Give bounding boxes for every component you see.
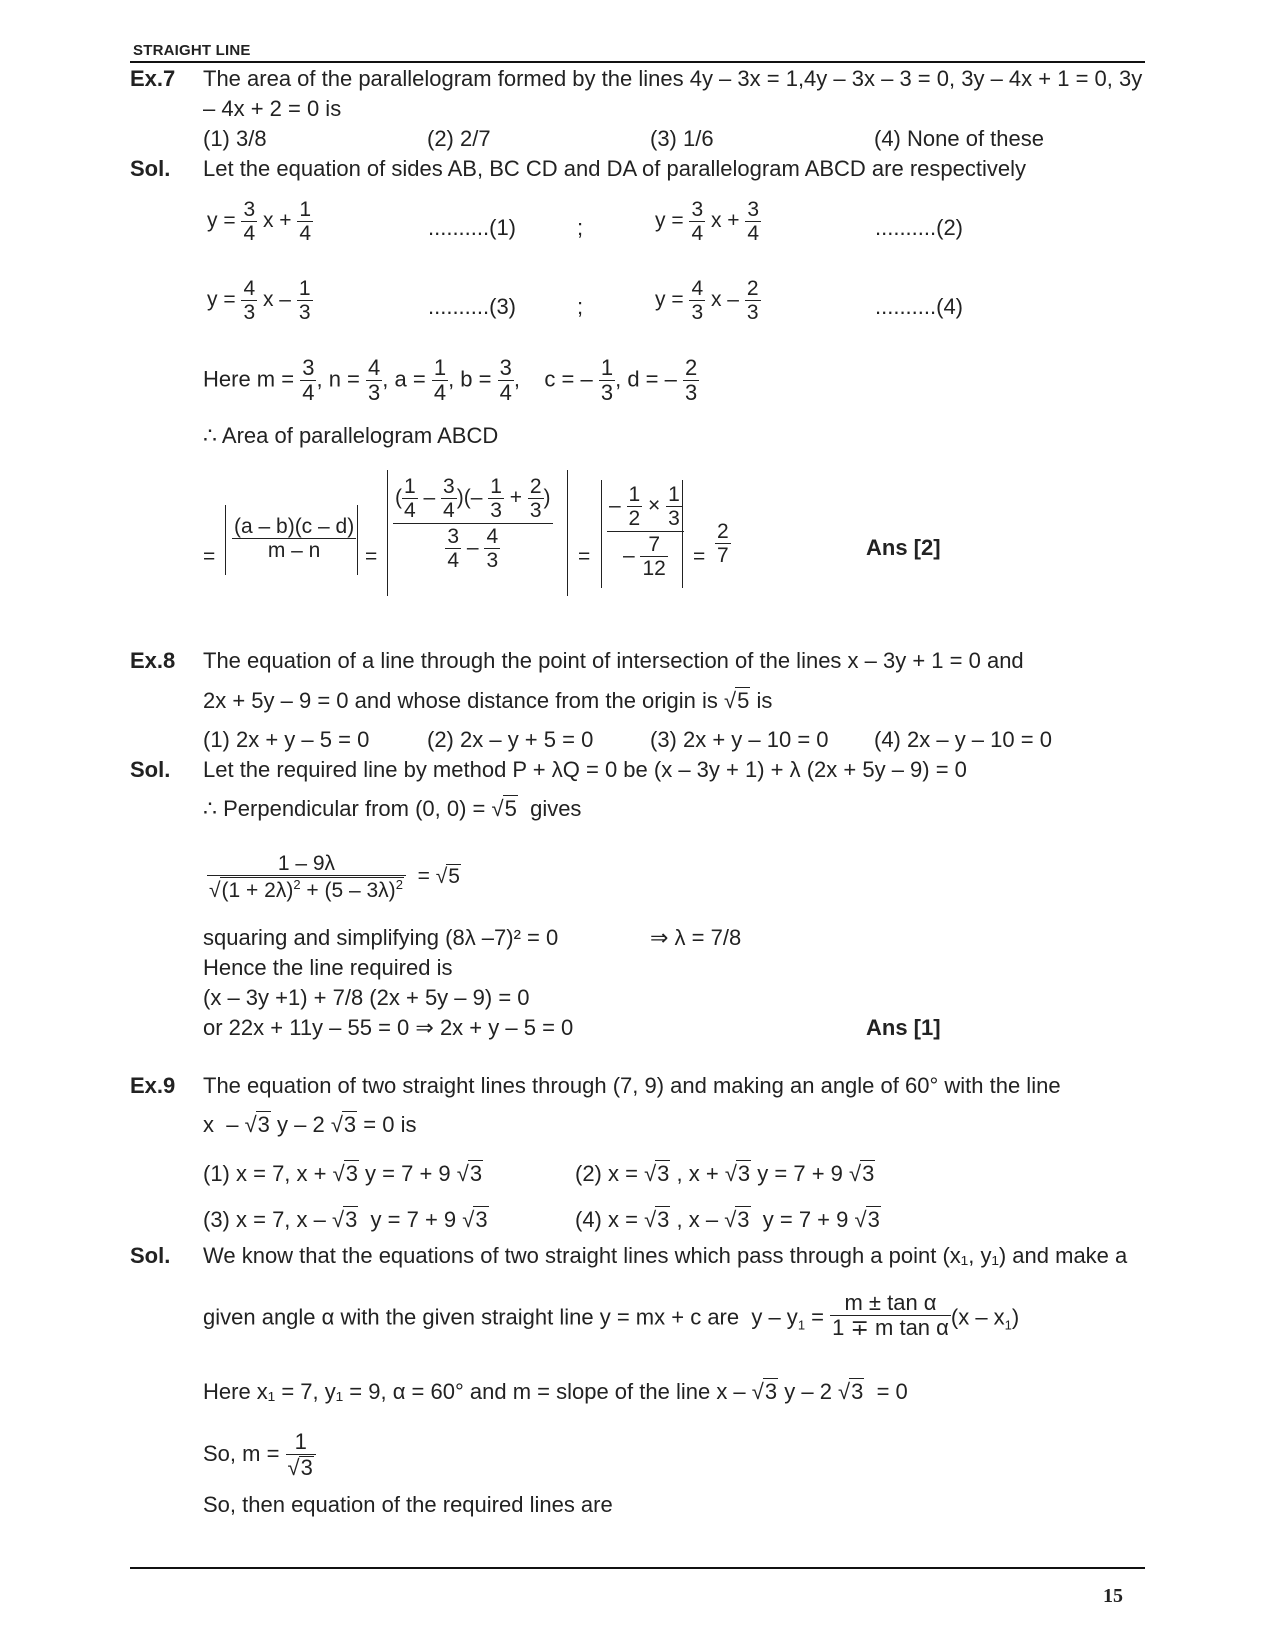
ex8-hence: Hence the line required is (203, 955, 453, 980)
area-formula: $\frac{(a - b)(c - d)}{m - n}$ (234, 515, 355, 562)
ex9-sol-label: Sol. (130, 1243, 171, 1268)
ex8-sol-label: Sol. (130, 757, 171, 782)
ex7-option-4: (4) None of these (874, 126, 1044, 151)
ex8-line1: (x – 3y +1) + 7/8 (2x + 5y – 9) = 0 (203, 985, 530, 1010)
ex8-option-4: (4) 2x – y – 10 = 0 (874, 727, 1052, 752)
equation-3: y = $\frac{4}{3}$ x – $\frac{1}{3}$ (207, 277, 311, 324)
ex7-option-3: (3) 1/6 (650, 126, 714, 151)
area-heading: ∴ Area of parallelogram ABCD (203, 423, 499, 448)
ex8-option-3: (3) 2x + y – 10 = 0 (650, 727, 829, 752)
ex8-lambda: ⇒ λ = 7/8 (650, 925, 742, 950)
ex9-option-1: (1) x = 7, x + √ 3 y = 7 + 9 √ 3 (203, 1160, 483, 1187)
abs-bar (601, 480, 602, 588)
equals-sign: = (365, 545, 378, 568)
ex9-option-2: (2) x = √ 3 , x + √ 3 y = 7 + 9 √ 3 (575, 1160, 875, 1187)
here-label: Here m = (203, 366, 295, 392)
ex9-sol-line2: given angle α with the given straight line y = mx + c are y – $y_1$ = $\frac{\text{m ± tan α}}{\text{1 ∓ m tan α}}$ $(x - x_1)$ (203, 1290, 1020, 1340)
abs-bar (225, 505, 226, 575)
ex8-answer: Ans [1] (866, 1015, 941, 1040)
ex9-option-4: (4) x = √ 3 , x – √ 3 y = 7 + 9 √ 3 (575, 1206, 881, 1233)
ex8-line2: or 22x + 11y – 55 = 0 ⇒ 2x + y – 5 = 0 (203, 1015, 574, 1040)
ex9-sol-line1: We know that the equations of two straight lines which pass through a point (x₁, y₁) and make a (203, 1243, 1128, 1268)
equation-tag-1: ..........(1) (428, 215, 517, 240)
ex9-slope: So, m = 1 √ 3 (203, 1430, 316, 1480)
running-header: STRAIGHT LINE (133, 42, 251, 59)
ex8-question-line2: 2x + 5y – 9 = 0 and whose distance from the origin is √ 5 is (203, 687, 772, 714)
ex8-label: Ex.8 (130, 648, 176, 673)
ex8-option-1: (1) 2x + y – 5 = 0 (203, 727, 370, 752)
ex9-option-3: (3) x = 7, x – √ 3 y = 7 + 9 √ 3 (203, 1206, 489, 1233)
area-result: $\frac{2}{7}$ (717, 520, 729, 567)
ex8-perpendicular: ∴ Perpendicular from (0, 0) = √ 5 gives (203, 795, 581, 822)
ex9-question-line1: The equation of two straight lines through (7, 9) and making an angle of 60° with the line (203, 1073, 1061, 1098)
equation-tag-4: ..........(4) (875, 294, 964, 319)
separator-semicolon: ; (577, 215, 584, 240)
equation-tag-3: ..........(3) (428, 294, 517, 319)
ex9-final: So, then equation of the required lines are (203, 1492, 613, 1517)
equals-sign: = (203, 545, 216, 568)
ex8-distance-formula: 1 – 9λ √ $(1 + 2\lambda)^2 + (5 - 3\lambda)^2$ = √ 5 (207, 852, 461, 902)
header-rule (130, 61, 1145, 63)
equation-tag-2: ..........(2) (875, 215, 964, 240)
ex8-squaring: squaring and simplifying (8λ –7)² = 0 (203, 925, 559, 950)
page-number: 15 (1103, 1585, 1123, 1607)
ex8-question-line1: The equation of a line through the point of intersection of the lines x – 3y + 1 = 0 and (203, 648, 1024, 673)
abs-bar (357, 505, 358, 575)
ex7-label: Ex.7 (130, 66, 176, 91)
ex7-option-2: (2) 2/7 (427, 126, 491, 151)
here-values: Here m = $\frac{3}{4}$ , n = $\frac{4}{3}$ , a = $\frac{1}{4}$ , b = $\frac{3}{4}$ , c = – $\frac{1}{3}$ , d = – $\frac{2}{3}$ (203, 355, 698, 405)
equation-2: y = $\frac{3}{4}$ x + $\frac{3}{4}$ (655, 198, 760, 245)
abs-bar (387, 470, 388, 596)
abs-bar (567, 470, 568, 596)
ex7-option-1: (1) 3/8 (203, 126, 267, 151)
equals-sign: = (578, 545, 591, 568)
area-substituted: ( $\frac{1}{4}$ – $\frac{3}{4}$ )(– $\frac{1}{3}$ + $\frac{2}{3}$ ) $\frac{3}{4}$ – $\frac{4}{3}$ (395, 475, 551, 572)
ex7-question-line1: The area of the parallelogram formed by the lines 4y – 3x = 1,4y – 3x – 3 = 0, 3y – 4x + 1 = 0, 3y (203, 66, 1143, 91)
ex7-answer: Ans [2] (866, 535, 941, 560)
area-simplified: – $\frac{1}{2}$ × $\frac{1}{3}$ – $\frac{7}{12}$ (607, 482, 684, 581)
ex7-question-line2: – 4x + 2 = 0 is (203, 96, 342, 121)
equation-4: y = $\frac{4}{3}$ x – $\frac{2}{3}$ (655, 277, 759, 324)
ex8-option-2: (2) 2x – y + 5 = 0 (427, 727, 594, 752)
ex7-sol-line1: Let the equation of sides AB, BC CD and DA of parallelogram ABCD are respectively (203, 156, 1026, 181)
ex9-question-line2: x – √ 3 y – 2 √ 3 = 0 is (203, 1111, 416, 1138)
ex9-here: Here x₁ = 7, y₁ = 9, α = 60° and m = slope of the line x – √ 3 y – 2 √ 3 = 0 (203, 1378, 908, 1405)
footer-rule (130, 1567, 1145, 1569)
equation-1: y = $\frac{3}{4}$ x + $\frac{1}{4}$ (207, 198, 312, 245)
ex8-sol-line1: Let the required line by method P + λQ = 0 be (x – 3y + 1) + λ (2x + 5y – 9) = 0 (203, 757, 967, 782)
separator-semicolon: ; (577, 294, 584, 319)
ex7-sol-label: Sol. (130, 156, 171, 181)
equals-sign: = (693, 545, 706, 568)
ex9-label: Ex.9 (130, 1073, 176, 1098)
abs-bar (682, 480, 683, 588)
